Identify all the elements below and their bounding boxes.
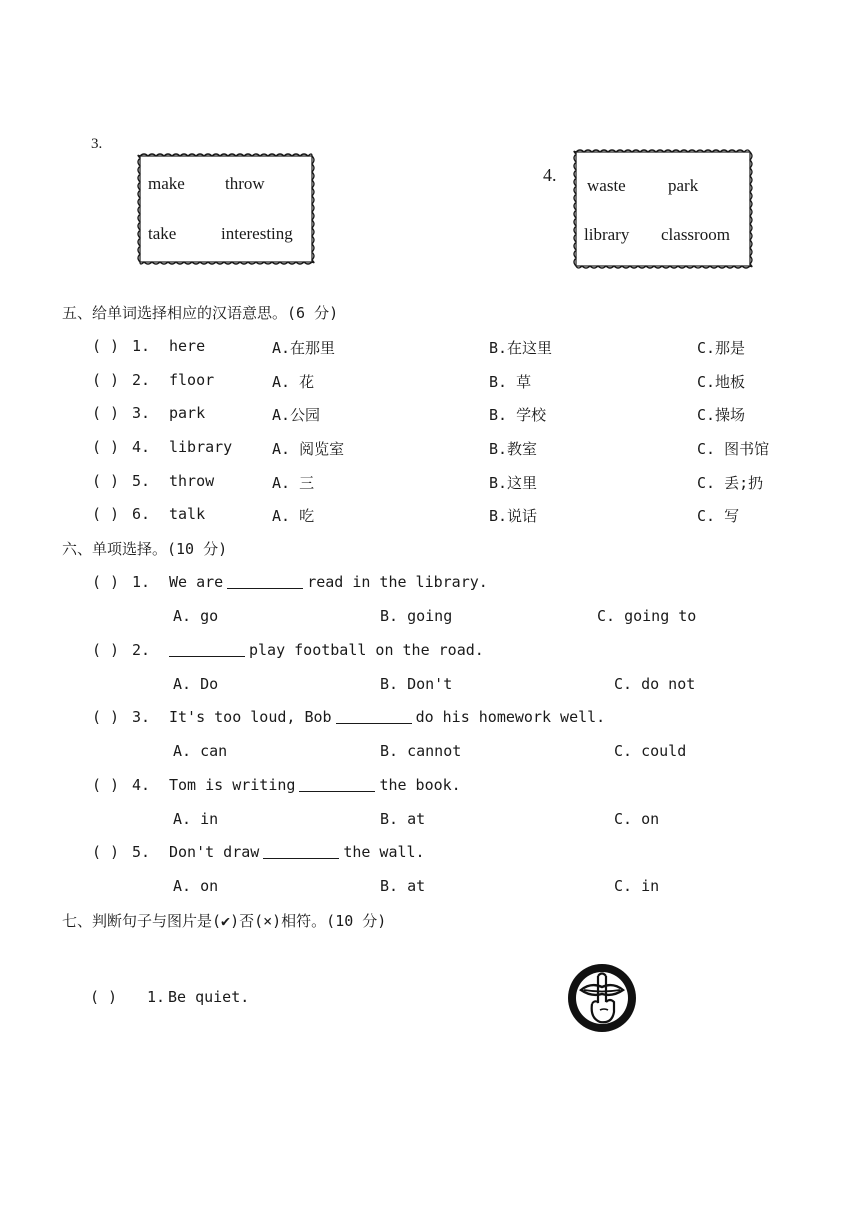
vocab-word: library <box>169 438 233 456</box>
option-c: C. on <box>614 810 660 828</box>
question-text-before: Don't draw <box>169 843 260 861</box>
options-row <box>0 607 860 631</box>
option-b: B.这里 <box>489 474 538 492</box>
question-number: 4. <box>132 776 151 794</box>
option-b: B.教室 <box>489 440 538 458</box>
word-box <box>572 148 754 270</box>
word-make: make <box>148 174 185 193</box>
answer-paren[interactable]: ( ) <box>92 573 120 591</box>
answer-paren[interactable]: ( ) <box>92 472 120 490</box>
question-number: 5. <box>132 843 151 861</box>
word-classroom: classroom <box>661 225 730 244</box>
option-c: C. 写 <box>697 507 740 525</box>
option-b: B. cannot <box>380 742 462 760</box>
word-waste: waste <box>587 176 626 195</box>
option-c: C.操场 <box>697 406 746 424</box>
vocab-row <box>0 371 860 395</box>
question-text-after: play football on the road. <box>249 641 484 659</box>
option-a: A.在那里 <box>272 339 336 357</box>
box-number: 4. <box>543 165 557 185</box>
question-row <box>0 573 860 597</box>
vocab-word: throw <box>169 472 215 490</box>
option-b: B. going <box>380 607 453 625</box>
question-text <box>169 776 461 794</box>
option-a: A. go <box>173 607 219 625</box>
word-take: take <box>148 224 177 243</box>
question-row <box>0 988 860 1012</box>
be-quiet-icon <box>564 962 640 1034</box>
box-number: 3. <box>91 136 103 152</box>
question-number: 3. <box>132 404 151 422</box>
question-text-before: It's too loud, Bob <box>169 708 332 726</box>
question-text-after: do his homework well. <box>415 708 606 726</box>
answer-blank <box>263 844 339 859</box>
option-a: A. 三 <box>272 474 315 492</box>
option-c: C. going to <box>597 607 697 625</box>
vocab-row <box>0 404 860 428</box>
options-row <box>0 810 860 834</box>
answer-paren[interactable]: ( ) <box>90 988 118 1006</box>
word-library: library <box>584 225 630 244</box>
answer-blank <box>299 777 375 792</box>
options-row <box>0 877 860 901</box>
question-row <box>0 708 860 732</box>
question-number: 1. <box>132 337 151 355</box>
option-a: A.公园 <box>272 406 321 424</box>
question-text: Be quiet. <box>168 988 250 1006</box>
option-b: B. 学校 <box>489 406 547 424</box>
word-throw: throw <box>225 174 265 193</box>
option-b: B. Don't <box>380 675 453 693</box>
answer-paren[interactable]: ( ) <box>92 438 120 456</box>
vocab-word: here <box>169 337 206 355</box>
word-box <box>136 152 316 266</box>
vocab-row <box>0 505 860 529</box>
option-b: B. at <box>380 810 426 828</box>
question-row <box>0 776 860 800</box>
question-text <box>169 708 605 726</box>
question-number: 1. <box>132 573 151 591</box>
option-c: C. in <box>614 877 660 895</box>
question-text <box>169 573 488 591</box>
option-a: A. can <box>173 742 228 760</box>
question-row <box>0 641 860 665</box>
options-row <box>0 675 860 699</box>
question-row <box>0 843 860 867</box>
section5-title: 五、给单词选择相应的汉语意思。(6 分) <box>62 304 339 322</box>
option-c: C.地板 <box>697 373 746 391</box>
section7-title: 七、判断句子与图片是(✔)否(×)相符。(10 分) <box>62 912 387 930</box>
option-a: A. in <box>173 810 219 828</box>
option-c: C. 丢;扔 <box>697 474 764 492</box>
question-text-before: We are <box>169 573 224 591</box>
question-text <box>169 641 484 659</box>
question-text-after: read in the library. <box>307 573 488 591</box>
question-text-after: the book. <box>379 776 461 794</box>
wavy-border <box>572 148 754 270</box>
option-b: B.说话 <box>489 507 538 525</box>
option-c: C. 图书馆 <box>697 440 770 458</box>
question-number: 1. <box>147 988 166 1006</box>
option-a: A. 阅览室 <box>272 440 345 458</box>
word-interesting: interesting <box>221 224 293 243</box>
answer-paren[interactable]: ( ) <box>92 641 120 659</box>
answer-blank <box>169 642 245 657</box>
answer-paren[interactable]: ( ) <box>92 337 120 355</box>
option-c: C. do not <box>614 675 696 693</box>
answer-paren[interactable]: ( ) <box>92 404 120 422</box>
answer-paren[interactable]: ( ) <box>92 708 120 726</box>
answer-blank <box>336 709 412 724</box>
word-park: park <box>668 176 699 195</box>
option-a: A. on <box>173 877 219 895</box>
option-b: B. 草 <box>489 373 532 391</box>
option-c: C. could <box>614 742 687 760</box>
answer-paren[interactable]: ( ) <box>92 371 120 389</box>
question-text-before: Tom is writing <box>169 776 296 794</box>
question-number: 4. <box>132 438 151 456</box>
wavy-border <box>136 152 316 266</box>
vocab-row <box>0 337 860 361</box>
section6-title: 六、单项选择。(10 分) <box>62 540 228 558</box>
option-a: A. Do <box>173 675 219 693</box>
option-c: C.那是 <box>697 339 746 357</box>
option-b: B.在这里 <box>489 339 553 357</box>
answer-paren[interactable]: ( ) <box>92 776 120 794</box>
question-number: 5. <box>132 472 151 490</box>
vocab-word: floor <box>169 371 215 389</box>
answer-blank <box>227 574 303 589</box>
vocab-row <box>0 438 860 462</box>
option-b: B. at <box>380 877 426 895</box>
options-row <box>0 742 860 766</box>
vocab-word: talk <box>169 505 206 523</box>
question-text-after: the wall. <box>343 843 425 861</box>
answer-paren[interactable]: ( ) <box>92 843 120 861</box>
vocab-row <box>0 472 860 496</box>
vocab-word: park <box>169 404 206 422</box>
answer-paren[interactable]: ( ) <box>92 505 120 523</box>
option-a: A. 花 <box>272 373 315 391</box>
question-text <box>169 843 425 861</box>
question-number: 3. <box>132 708 151 726</box>
question-number: 2. <box>132 371 151 389</box>
question-number: 2. <box>132 641 151 659</box>
option-a: A. 吃 <box>272 507 315 525</box>
question-number: 6. <box>132 505 151 523</box>
